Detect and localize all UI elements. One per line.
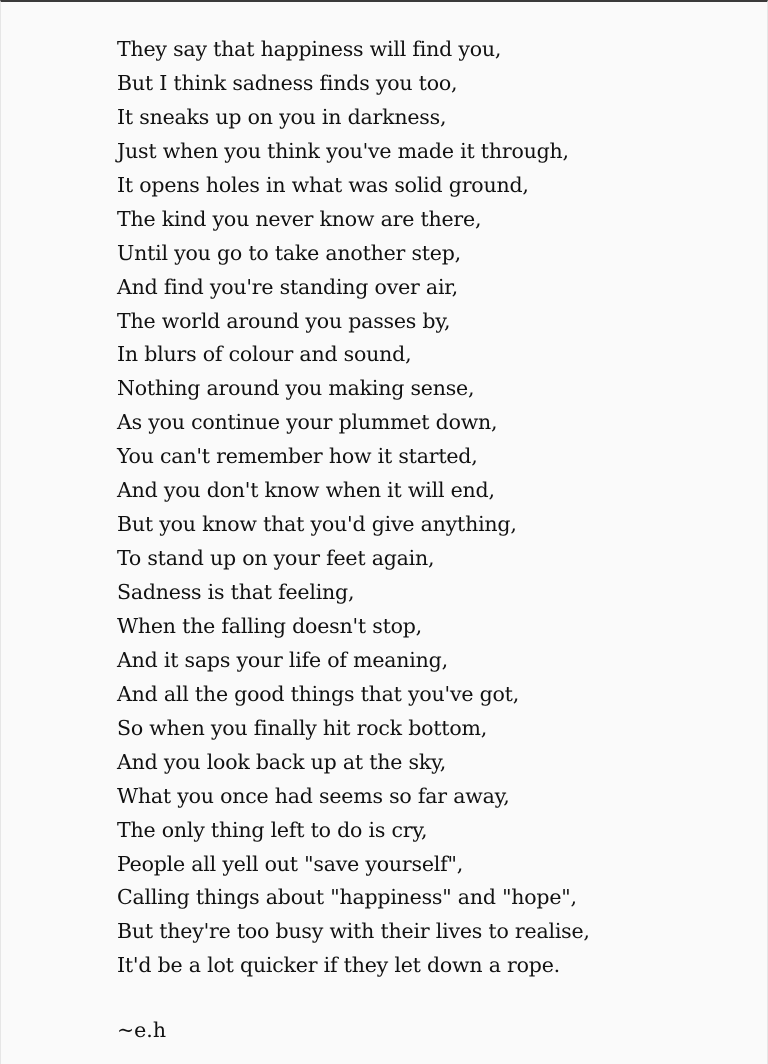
poem-line: Calling things about "happiness" and "hope", [117,885,577,910]
poem-line: But I think sadness finds you too, [117,70,458,95]
poem-line: To stand up on your feet again, [117,546,435,571]
poem-line: And you look back up at the sky, [117,749,447,774]
poem-line: It sneaks up on you in darkness, [117,104,447,129]
poem-line: When the falling doesn't stop, [117,613,422,638]
poem-line: But you know that you'd give anything, [117,512,517,537]
poem-line: They say that happiness will find you, [117,37,502,61]
poem-line: The kind you never know are there, [117,206,482,231]
poem-line: And it saps your life of meaning, [117,647,448,672]
poem-line: But they're too busy with their lives to realise, [117,919,590,944]
poem-line: So when you finally hit rock bottom, [117,715,488,740]
poem-line: Sadness is that feeling, [117,580,355,604]
poem-line: The world around you passes by, [117,308,451,333]
poem-line: Nothing around you making sense, [117,376,475,401]
poem-line: It'd be a lot quicker if they let down a rope. [117,953,560,978]
poem-line: The only thing left to do is cry, [117,817,428,842]
poem-body [117,33,590,983]
poem-line: As you continue your plummet down, [117,410,498,435]
poem-line: You can't remember how it started, [117,444,478,469]
poem-line: It opens holes in what was solid ground, [117,172,529,197]
poem-line: People all yell out "save yourself", [117,851,464,876]
poem-line: In blurs of colour and sound, [117,342,412,367]
author-signature: ~e.h [117,1018,167,1042]
poem-line: Just when you think you've made it through, [117,138,569,163]
poem-line: What you once had seems so far away, [117,783,510,808]
poem-line: And find you're standing over air, [117,274,458,299]
poem-line: And all the good things that you've got, [117,681,520,706]
poem-line: Until you go to take another step, [117,240,461,265]
poem-line: And you don't know when it will end, [117,478,495,503]
